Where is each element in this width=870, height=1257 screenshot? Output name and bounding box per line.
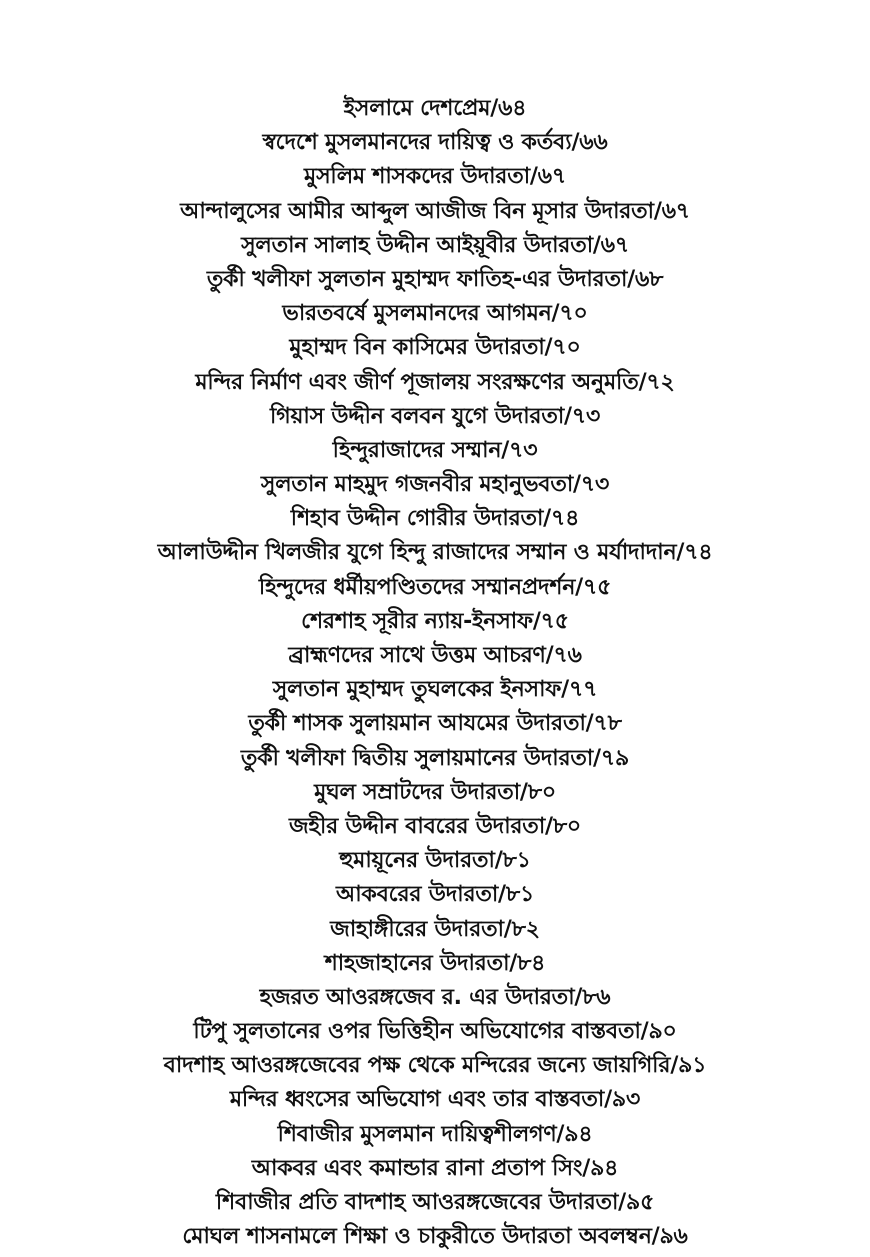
toc-entry: শেরশাহ সূরীর ন্যায়-ইনসাফ/৭৫	[301, 608, 569, 634]
toc-entry: ইসলামে দেশপ্রেম/৬৪	[343, 96, 527, 121]
toc-entry: আকবর এবং কমান্ডার রানা প্রতাপ সিং/৯৪	[251, 1155, 619, 1181]
toc-entry: মুসলিম শাসকদের উদারতা/৬৭	[304, 164, 566, 190]
toc-entry: বাদশাহ আওরঙ্গজেবের পক্ষ থেকে মন্দিরের জন্যে জায়গিরি/৯১	[163, 1053, 707, 1079]
toc-entry: আন্দালুসের আমীর আব্দুল আজীজ বিন মূসার উদারতা/৬৭	[180, 198, 690, 224]
toc-entry: হুমায়ূনের উদারতা/৮১	[339, 848, 531, 874]
toc-entry: আলাউদ্দীন খিলজীর যুগে হিন্দু রাজাদের সম্মান ও মর্যাদাদান/৭৪	[157, 540, 713, 566]
toc-entry: টিপু সুলতানের ওপর ভিত্তিহীন অভিযোগের বাস্তবতা/৯০	[193, 1019, 677, 1045]
toc-entry: তুর্কী খলীফা দ্বিতীয় সুলায়মানের উদারতা/৭৯	[240, 745, 630, 771]
toc-entry: তুর্কী শাসক সুলায়মান আযমের উদারতা/৭৮	[248, 711, 622, 737]
toc-entry: স্বদেশে মুসলমানদের দায়িত্ব ও কর্তব্য/৬৬	[262, 130, 608, 156]
toc-entry: মন্দির নির্মাণ এবং জীর্ণ পূজালয় সংরক্ষণের অনুমতি/৭২	[195, 369, 675, 395]
toc-entry: হিন্দুরাজাদের সম্মান/৭৩	[332, 437, 538, 463]
toc-entry: মুঘল সম্রাটদের উদারতা/৮০	[314, 779, 556, 805]
table-of-contents	[0, 92, 870, 1254]
toc-entry: মোঘল শাসনামলে শিক্ষা ও চাকুরীতে উদারতা অবলম্বন/৯৬	[182, 1224, 688, 1250]
toc-entry: ব্রাহ্মণদের সাথে উত্তম আচরণ/৭৬	[288, 643, 582, 668]
toc-entry: মুহাম্মদ বিন কাসিমের উদারতা/৭০	[289, 335, 581, 361]
toc-entry: সুলতান মুহাম্মদ তুঘলকের ইনসাফ/৭৭	[272, 677, 598, 703]
toc-entry: শিহাব উদ্দীন গোরীর উদারতা/৭৪	[290, 506, 580, 532]
toc-entry: সুলতান মাহমুদ গজনবীর মহানুভবতা/৭৩	[260, 472, 610, 498]
toc-entry: হজরত আওরঙ্গজেব র. এর উদারতা/৮৬	[259, 984, 611, 1010]
toc-entry: শিবাজীর মুসলমান দায়িত্বশীলগণ/৯৪	[277, 1121, 593, 1147]
toc-entry: সুলতান সালাহ উদ্দীন আইয়ূবীর উদারতা/৬৭	[241, 232, 629, 258]
toc-entry: আকবরের উদারতা/৮১	[335, 882, 535, 908]
toc-entry: জাহাঙ্গীরের উদারতা/৮২	[330, 916, 540, 942]
toc-entry: ভারতবর্ষে মুসলমানদের আগমন/৭০	[282, 301, 588, 327]
toc-entry: শিবাজীর প্রতি বাদশাহ আওরঙ্গজেবের উদারতা/৯৫	[215, 1190, 655, 1215]
toc-entry: জহীর উদ্দীন বাবরের উদারতা/৮০	[288, 813, 582, 839]
toc-entry: মন্দির ধ্বংসের অভিযোগ এবং তার বাস্তবতা/৯৩	[229, 1087, 641, 1113]
toc-entry: তুর্কী খলীফা সুলতান মুহাম্মদ ফাতিহ-এর উদারতা/৬৮	[206, 266, 664, 292]
toc-entry: গিয়াস উদ্দীন বলবন যুগে উদারতা/৭৩	[269, 403, 601, 429]
toc-entry: হিন্দুদের ধর্মীয়পণ্ডিতদের সম্মানপ্রদর্শন/৭৫	[258, 574, 612, 600]
toc-entry: শাহজাহানের উদারতা/৮৪	[324, 950, 546, 976]
